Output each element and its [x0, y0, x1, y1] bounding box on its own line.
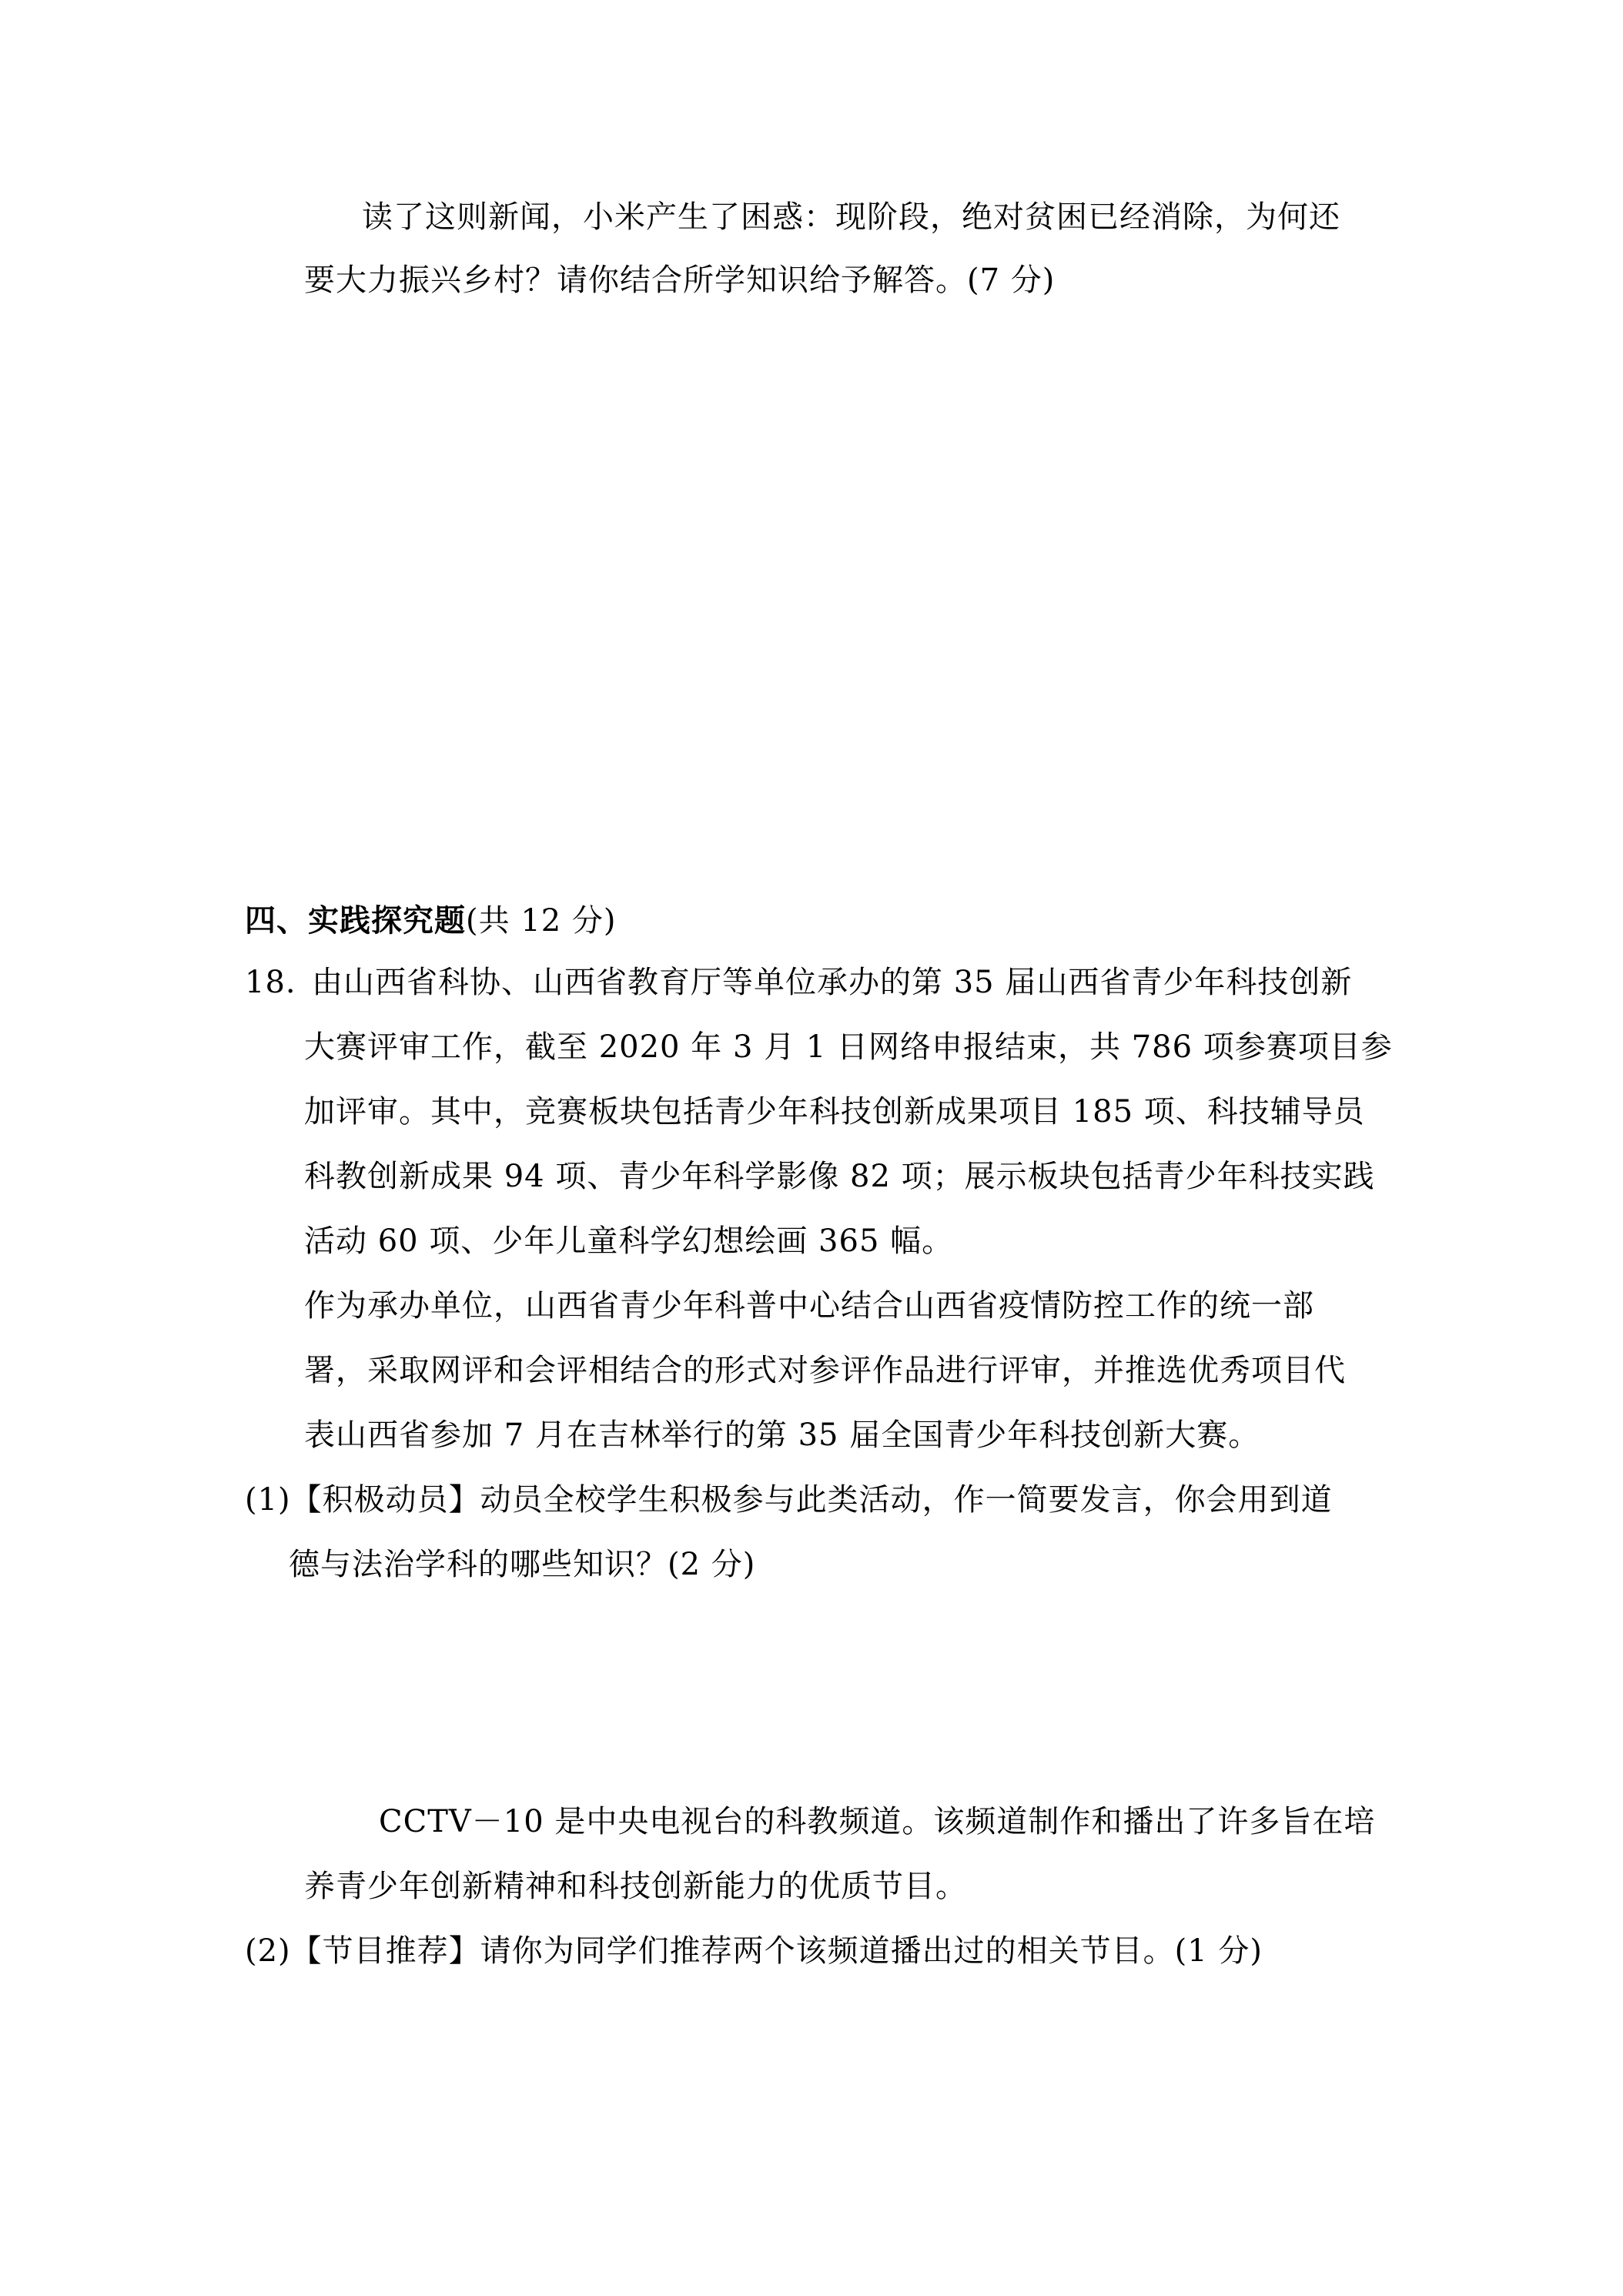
q18-sub1-line-1: (1)【积极动员】动员全校学生积极参与此类活动，作一简要发言，你会用到道 — [245, 1482, 1333, 1518]
q18-material-line-4: 科教创新成果 94 项、青少年科学影像 82 项；展示板块包括青少年科技实践 — [304, 1159, 1375, 1194]
q18-material-line-1: 由山西省科协、山西省教育厅等单位承办的第 35 届山西省青少年科技创新 — [312, 965, 1353, 1000]
q18-cctv-line-2: 养青少年创新精神和科技创新能力的优质节目。 — [304, 1869, 967, 1904]
q17-text-line-2: 要大力振兴乡村？请你结合所学知识给予解答。(7 分) — [304, 263, 1056, 298]
q18-sub1-line-2: 德与法治学科的哪些知识？(2 分) — [289, 1547, 756, 1582]
q18-material-p2-line-1: 作为承办单位，山西省青少年科普中心结合山西省疫情防控工作的统一部 — [304, 1288, 1314, 1324]
q17-text-line-1: 读了这则新闻，小米产生了困惑：现阶段，绝对贫困已经消除，为何还 — [362, 199, 1340, 235]
q18-cctv-line-1: CCTV－10 是中央电视台的科教频道。该频道制作和播出了许多旨在培 — [379, 1804, 1376, 1839]
section-4-heading — [245, 901, 617, 941]
section-4-score: (共 12 分) — [466, 903, 617, 939]
q18-material-p2-line-2: 署，采取网评和会评相结合的形式对参评作品进行评审，并推选优秀项目代 — [304, 1353, 1346, 1388]
section-4-title: 四、实践探究题 — [245, 903, 466, 939]
q18-material-line-2: 大赛评审工作，截至 2020 年 3 月 1 日网络申报结束，共 786 项参赛项目参 — [304, 1029, 1393, 1065]
q18-material-p2-line-3: 表山西省参加 7 月在吉林举行的第 35 届全国青少年科技创新大赛。 — [304, 1417, 1260, 1453]
q18-material-line-5: 活动 60 项、少年儿童科学幻想绘画 365 幅。 — [304, 1223, 954, 1259]
q18-sub2-line-1: (2)【节目推荐】请你为同学们推荐两个该频道播出过的相关节目。(1 分) — [245, 1933, 1263, 1969]
question-18-number: 18. — [245, 965, 296, 1000]
q18-material-line-3: 加评审。其中，竞赛板块包括青少年科技创新成果项目 185 项、科技辅导员 — [304, 1094, 1365, 1130]
